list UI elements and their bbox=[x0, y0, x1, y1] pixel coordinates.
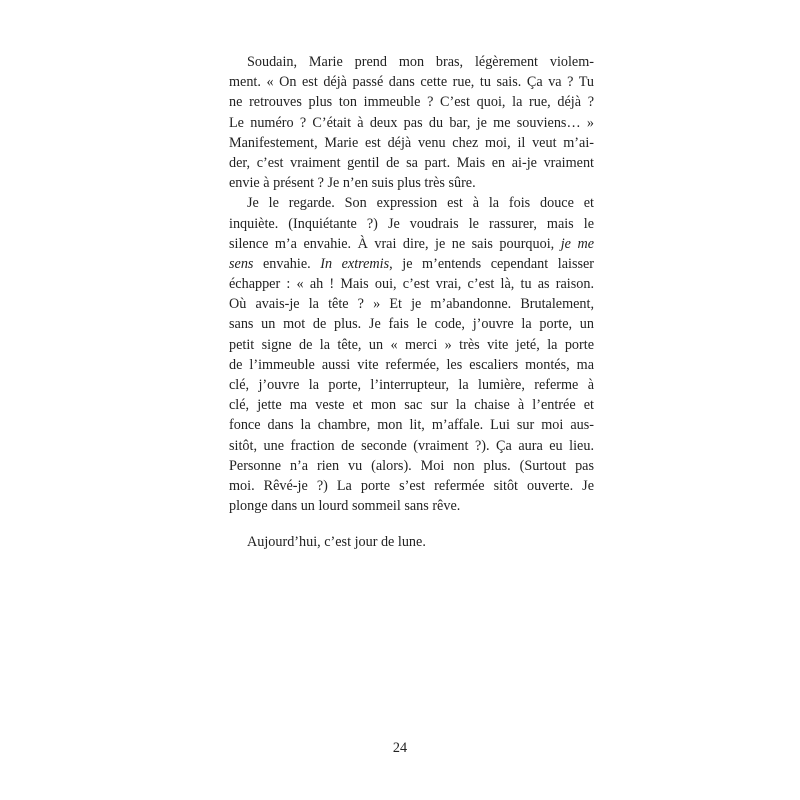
body-text bbox=[229, 52, 594, 553]
text-line: fonce dans la chambre, mon lit, m’affale. Lui sur moi aus- bbox=[229, 417, 594, 434]
text-line: Manifestement, Marie est déjà venu chez moi, il veut m’ai- bbox=[229, 134, 594, 151]
page-number: 24 bbox=[392, 740, 408, 756]
text-line: sitôt, une fraction de seconde (vraiment ?). Ça aura eu lieu. bbox=[229, 437, 594, 454]
italic-segment: je me bbox=[560, 235, 594, 252]
text-line: Où avais-je la tête ? » Et je m’abandonne. Brutalement, bbox=[229, 296, 594, 313]
text-segment: envahie. bbox=[263, 255, 311, 272]
text-line-mixed bbox=[229, 254, 594, 274]
paragraph-1 bbox=[229, 52, 594, 193]
text-line: ne retrouves plus ton immeuble ? C’est quoi, la rue, déjà ? bbox=[229, 94, 594, 111]
paragraph-2 bbox=[229, 193, 594, 516]
italic-segment: In extremis bbox=[320, 255, 390, 272]
text-line: ment. « On est déjà passé dans cette rue, tu sais. Ça va ? Tu bbox=[229, 74, 594, 91]
text-segment: , je m’entends cependant laisser bbox=[389, 255, 595, 272]
text-line: de l’immeuble aussi vite refermée, les escaliers montés, ma bbox=[229, 356, 594, 373]
paragraph-spacer bbox=[229, 516, 594, 532]
text-line: Le numéro ? C’était à deux pas du bar, je me souviens… » bbox=[229, 114, 594, 131]
text-line: der, c’est vraiment gentil de sa part. Mais en ai-je vraiment bbox=[229, 154, 594, 171]
italic-segment: sens bbox=[229, 255, 254, 272]
text-line: moi. Rêvé-je ?) La porte s’est refermée sitôt ouverte. Je bbox=[229, 477, 594, 494]
text-line: Soudain, Marie prend mon bras, légèrement violem- bbox=[247, 54, 594, 70]
text-line: petit signe de la tête, un « merci » très vite jeté, la porte bbox=[229, 336, 594, 353]
text-line: clé, j’ouvre la porte, l’interrupteur, la lumière, referme à bbox=[229, 377, 594, 393]
text-line: envie à présent ? Je n’en suis plus très sûre. bbox=[229, 175, 476, 192]
text-line: inquiète. (Inquiétante ?) Je voudrais le rassurer, mais le bbox=[229, 215, 594, 232]
text-line: Personne n’a rien vu (alors). Moi non plus. (Surtout pas bbox=[229, 457, 594, 474]
text-line-mixed bbox=[229, 234, 594, 254]
paragraph-3 bbox=[229, 532, 594, 552]
text-line: sans un mot de plus. Je fais le code, j’ouvre la porte, un bbox=[229, 316, 594, 333]
text-line: clé, jette ma veste et mon sac sur la chaise à l’entrée et bbox=[229, 397, 594, 414]
text-line: Je le regarde. Son expression est à la fois douce et bbox=[247, 195, 594, 212]
text-line: échapper : « ah ! Mais oui, c’est vrai, c’est là, tu as raison. bbox=[229, 276, 594, 293]
text-line: plonge dans un lourd sommeil sans rêve. bbox=[229, 498, 461, 515]
text-segment: silence m’a envahie. À vrai dire, je ne sais pourquoi, bbox=[229, 235, 555, 252]
text-line: Aujourd’hui, c’est jour de lune. bbox=[247, 534, 426, 551]
